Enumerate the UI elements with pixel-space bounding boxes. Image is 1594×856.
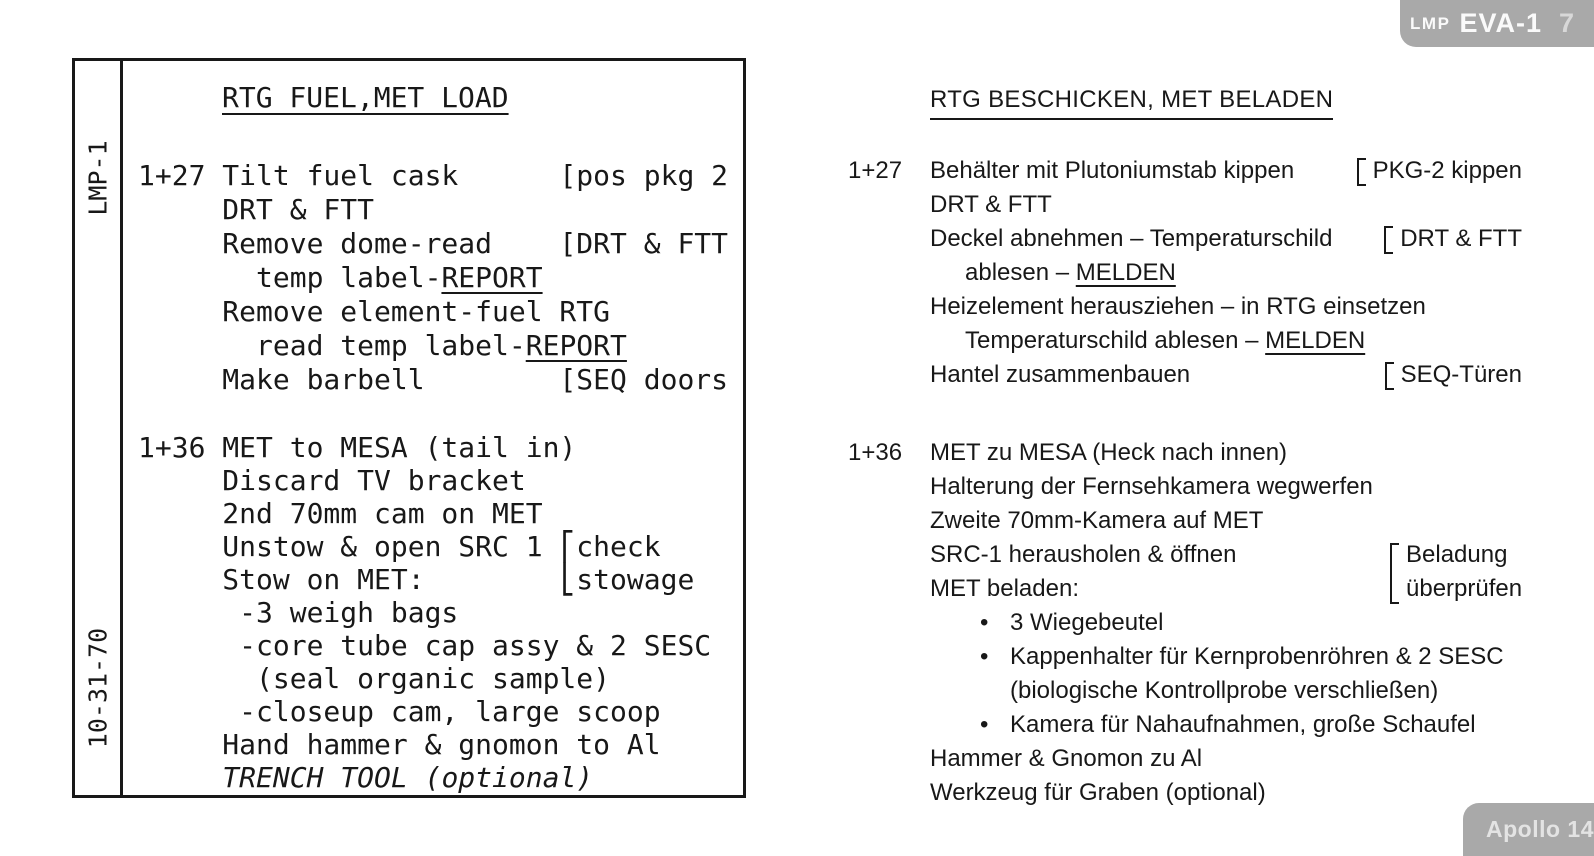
- text-segment: MET zu MESA (Heck nach innen): [930, 439, 1288, 466]
- english-sections: [138, 159, 743, 794]
- text-segment: 2nd 70mm cam on MET: [138, 497, 543, 530]
- checklist-text: [1010, 643, 1504, 671]
- annotation-label: SEQ-Türen: [1400, 361, 1522, 388]
- text-segment: -core tube cap assy & 2 SESC: [138, 629, 712, 662]
- side-label-date: 10-31-70: [83, 627, 112, 749]
- bullet-icon: •: [980, 609, 989, 636]
- text-segment: Stow on MET: ⎣stowage: [138, 563, 695, 596]
- text-segment: DRT & FTT: [930, 191, 1052, 218]
- english-checklist-box: [72, 58, 746, 798]
- text-segment: -3 weigh bags: [138, 596, 459, 629]
- checklist-line: [840, 437, 1526, 471]
- annotation: [1357, 155, 1522, 186]
- text-segment: temp label-: [138, 261, 442, 294]
- text-segment: MET beladen:: [930, 575, 1079, 602]
- side-label-crew: LMP-1: [83, 140, 112, 216]
- annotation-bracket: [1390, 572, 1399, 604]
- checklist-line: [840, 223, 1526, 257]
- text-segment: Unstow & open SRC 1 ⎡check: [138, 530, 661, 563]
- emphasized-text: REPORT: [441, 261, 543, 294]
- text-segment: Hammer & Gnomon zu Al: [930, 745, 1203, 772]
- annotation-label: DRT & FTT: [1400, 225, 1522, 252]
- annotation: [1384, 223, 1522, 254]
- checklist-text: [1010, 609, 1163, 637]
- checklist-line: [840, 257, 1526, 291]
- header-tab-role: LMP: [1410, 13, 1451, 33]
- checklist-text: [965, 259, 1176, 287]
- checklist-line: [138, 563, 743, 596]
- checklist-line: [840, 607, 1526, 641]
- checklist-line: [138, 662, 743, 695]
- checklist-line: [138, 728, 743, 761]
- checklist-line: [138, 596, 743, 629]
- checklist-line: [840, 155, 1526, 189]
- text-segment: 3 Wiegebeutel: [1010, 609, 1164, 636]
- text-segment: Behälter mit Plutoniumstab kippen: [930, 157, 1295, 184]
- checklist-line: [138, 695, 743, 728]
- checklist-text: [930, 745, 1202, 773]
- text-segment: Hantel zusammenbauen: [930, 361, 1191, 388]
- checklist-line: [840, 189, 1526, 223]
- emphasized-text: MELDEN: [1075, 259, 1176, 286]
- checklist-section: [138, 431, 743, 794]
- german-title: RTG BESCHICKEN, MET BELADEN: [930, 86, 1333, 120]
- annotation-label: Beladung: [1406, 541, 1508, 568]
- side-strip: [75, 61, 123, 795]
- checklist-line: [138, 159, 743, 193]
- checklist-line: [138, 295, 743, 329]
- text-segment: (biologische Kontrollprobe verschließen): [1010, 677, 1439, 704]
- annotation: [1385, 359, 1522, 390]
- text-segment: -closeup cam, large scoop: [138, 695, 661, 728]
- annotation-bracket: [1384, 226, 1393, 254]
- english-title-row: [138, 81, 743, 115]
- checklist-line: [138, 629, 743, 662]
- checklist-text: [930, 191, 1052, 219]
- checklist-text: [1010, 711, 1476, 739]
- header-tab-title: EVA-1: [1459, 8, 1542, 38]
- checklist-line: [138, 431, 743, 464]
- bullet-icon: •: [980, 711, 989, 738]
- text-segment: Temperaturschild ablesen –: [965, 327, 1266, 354]
- emphasized-text: MELDEN: [1265, 327, 1366, 354]
- checklist-text: [930, 293, 1426, 321]
- text-segment: 1+27 Tilt fuel cask [pos pkg 2: [138, 159, 729, 192]
- german-title-row: [930, 86, 1526, 118]
- text-segment: Werkzeug für Graben (optional): [930, 779, 1266, 806]
- german-checklist-panel: [840, 0, 1526, 811]
- text-segment: Zweite 70mm-Kamera auf MET: [930, 507, 1264, 534]
- text-segment: Kamera für Nahaufnahmen, große Schaufel: [1010, 711, 1476, 738]
- checklist-line: [840, 777, 1526, 811]
- checklist-line: [138, 497, 743, 530]
- checklist-line: [138, 227, 743, 261]
- english-title: RTG FUEL,MET LOAD: [222, 81, 509, 114]
- checklist-line: [840, 471, 1526, 505]
- checklist-text: [930, 507, 1263, 535]
- text-segment: Kappenhalter für Kernprobenröhren & 2 SESC: [1010, 643, 1504, 670]
- checklist-line: [840, 539, 1526, 573]
- checklist-text: [930, 473, 1373, 501]
- checklist-section: [840, 155, 1526, 393]
- checklist-line: [840, 291, 1526, 325]
- checklist-line: [840, 359, 1526, 393]
- checklist-line: [138, 363, 743, 397]
- text-segment: Discard TV bracket: [138, 464, 526, 497]
- checklist-line: [138, 530, 743, 563]
- checklist-line: [840, 325, 1526, 359]
- text-segment: Make barbell [SEQ doors: [138, 363, 729, 396]
- text-segment: Remove element-fuel RTG: [138, 295, 611, 328]
- emphasized-text: REPORT: [525, 329, 627, 362]
- checklist-text: [930, 361, 1190, 389]
- checklist-line: [840, 573, 1526, 607]
- checklist-line: [138, 761, 743, 794]
- annotation-bracket: [1385, 362, 1394, 390]
- annotation-bracket: [1357, 158, 1366, 186]
- checklist-line: [840, 675, 1526, 709]
- bullet-icon: •: [980, 643, 989, 670]
- checklist-section: [840, 437, 1526, 811]
- annotation-label: überprüfen: [1406, 575, 1523, 602]
- checklist-line: [840, 641, 1526, 675]
- header-tab-page-number: 7: [1558, 8, 1574, 38]
- checklist-line: [138, 464, 743, 497]
- text-segment: read temp label-: [138, 329, 526, 362]
- checklist-text: [1010, 677, 1438, 705]
- time-label: 1+36: [848, 439, 903, 466]
- text-segment: DRT & FTT: [138, 193, 375, 226]
- text-segment: ablesen –: [965, 259, 1076, 286]
- text-segment: (seal organic sample): [138, 662, 611, 695]
- checklist-text: [965, 327, 1365, 355]
- text-segment: Hand hammer & gnomon to Al: [138, 728, 661, 761]
- text-segment: Remove dome-read [DRT & FTT: [138, 227, 729, 260]
- checklist-text: [930, 439, 1287, 467]
- text-segment: 1+36 MET to MESA (tail in): [138, 431, 577, 464]
- checklist-line: [840, 743, 1526, 777]
- checklist-line: [840, 505, 1526, 539]
- checklist-text: [930, 225, 1332, 253]
- text-segment: Deckel abnehmen – Temperaturschild: [930, 225, 1333, 252]
- footer-badge: [1463, 803, 1594, 856]
- checklist-line: [138, 261, 743, 295]
- text-segment: SRC-1 herausholen & öffnen: [930, 541, 1237, 568]
- annotation-label: PKG-2 kippen: [1372, 157, 1522, 184]
- german-sections: [840, 155, 1526, 811]
- checklist-text: [930, 541, 1236, 569]
- english-checklist-content: [123, 61, 743, 795]
- checklist-line: [840, 709, 1526, 743]
- time-label: 1+27: [848, 157, 903, 184]
- annotation: [1390, 573, 1522, 604]
- text-segment: Halterung der Fernsehkamera wegwerfen: [930, 473, 1373, 500]
- text-segment: TRENCH TOOL (optional): [222, 761, 594, 794]
- checklist-line: [138, 329, 743, 363]
- checklist-text: [930, 779, 1266, 807]
- checklist-line: [138, 193, 743, 227]
- checklist-section: [138, 159, 743, 397]
- text-segment: [138, 761, 222, 794]
- text-segment: Heizelement herausziehen – in RTG einsetzen: [930, 293, 1426, 320]
- footer-badge-label: Apollo 14: [1486, 816, 1594, 842]
- checklist-text: [930, 575, 1079, 603]
- checklist-text: [930, 157, 1294, 185]
